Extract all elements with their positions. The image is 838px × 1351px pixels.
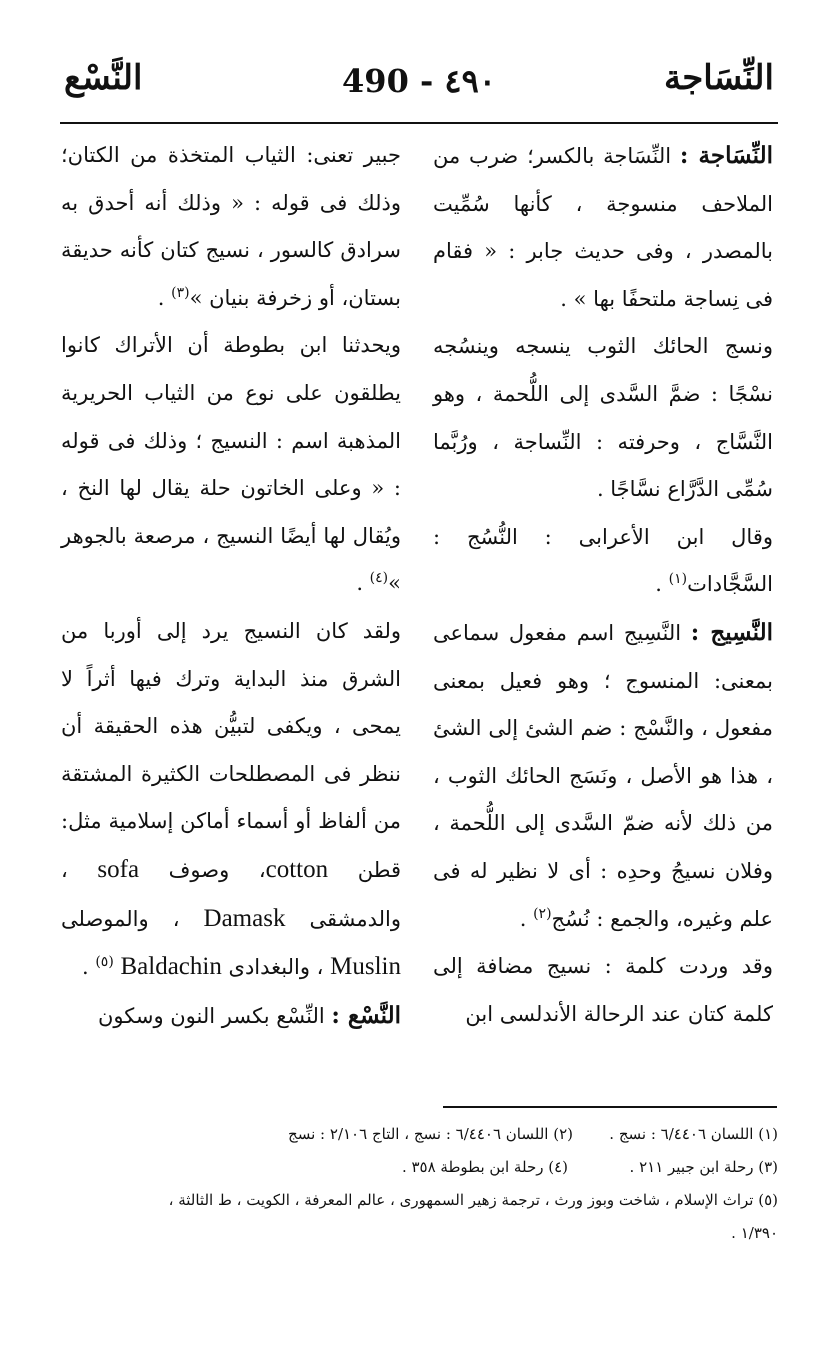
footnote-ref-4: (٤) (369, 570, 389, 587)
header-rule (60, 122, 778, 124)
footnote-row (60, 1151, 778, 1184)
running-title-left: النَّسْع (64, 58, 143, 98)
footnote-3: (٣) رحلة ابن جبير ٢١١ . (629, 1158, 778, 1176)
entry-headword: النَّسْع : (331, 1001, 401, 1029)
paragraph-text: النَّسِيج اسم مفعول سماعى بمعنى: المنسوج ؛ وهو فعيل بمعنى مفعول ، والنَّسْج : ضم الشئ إلى الشئ ، هذا هو الأصل ، ونَسَج الحائك الثوب ، من ذلك لأنه ضمّ السَّدى إلى اللُّحمة ، وفلان نسيجُ وحدِه : أى لا نظير له فى علم وغيره، والجمع : نُسُج (433, 620, 773, 931)
paragraph: وقال ابن الأعرابى : النُّسُج : السَّجَّادات$^{(١)}$ . (433, 524, 773, 597)
latin-term-damask: Damask (203, 904, 286, 932)
left-column (61, 132, 401, 1040)
paragraph (433, 323, 773, 513)
latin-term-baldachin: Baldachin (120, 953, 222, 981)
latin-term-cotton: cotton (265, 855, 329, 883)
footnote-row (60, 1184, 778, 1217)
footnote-5: (٥) تراث الإسلام ، شاخت وبوز ورث ، ترجمة زهير السمهورى ، عالم المعرفة ، الكويت ، ط الثالثة ، (168, 1191, 778, 1209)
footnote-row (60, 1118, 778, 1151)
footnote-row (60, 1217, 778, 1250)
entry-nis (61, 992, 401, 1041)
paragraph-text: وقد وردت كلمة : نسيج مضافة إلى كلمة كتان عند الرحالة الأندلسى ابن (433, 954, 773, 1026)
paragraph-text: النِّسَاجة بالكسر؛ ضرب من الملاحف منسوجة ، كأنها سُمِّيت بالمصدر ، وفى حديث جابر : « فقام فى نِساجة ملتحفًا بها » . (433, 144, 773, 311)
latin-term-muslin: Muslin (330, 953, 401, 981)
latin-term-sofa: sofa (97, 855, 140, 883)
paragraph-text: ويحدثنا ابن بطوطة أن الأتراك كانوا يطلقون على نوع من الثياب الحريرية المذهبة اسم : النسيج ؛ وذلك فى قوله : « وعلى الخاتون حلة يقال لها النخ ، ويُقال لها أيضًا النسيج ، مرصعة بالجوهر » (61, 333, 401, 596)
paragraph: ويحدثنا ابن بطوطة أن الأتراك كانوا يطلقون على نوع من الثياب الحريرية المذهبة اسم : النسيج ؛ وذلك فى قوله : « وعلى الخاتون حلة يقال لها النخ ، ويُقال لها أيضًا النسيج ، مرصعة بالجوهر »$^{(٤)}$ . (61, 333, 401, 596)
footnote-rule (443, 1106, 777, 1108)
footnote-ref-5: (٥) (95, 954, 114, 971)
footnote-ref-1: (١) (668, 571, 688, 588)
page-number-dash: - (419, 62, 434, 100)
entry-nasij: النَّسِيج : النَّسِيج اسم مفعول سماعى بمعنى: المنسوج ؛ وهو فعيل بمعنى مفعول ، والنَّسْج : ضم الشئ إلى الشئ ، هذا هو الأصل ، ونَسَج الحائك الثوب ، من ذلك لأنه ضمّ السَّدى إلى اللُّحمة ، وفلان نسيجُ وحدِه : أى لا نظير له فى علم وغيره، والجمع : نُسُج$^{(٢)}$ . (433, 618, 773, 931)
footnote-4: (٤) رحلة ابن بطوطة ٣٥٨ . (401, 1158, 568, 1176)
entry-nisaja (433, 132, 773, 323)
footnote-1: (١) اللسان ٦/٤٤٠٦ : نسج . (609, 1125, 778, 1143)
page-header (60, 48, 778, 108)
running-title-right: النِّسَاجة (663, 58, 774, 98)
paragraph: جبير تعنى: الثياب المتخذة من الكتان؛ وذلك فى قوله : « وذلك أنه أحدق به سرادق كالسور ، نسيج كتان كأنه حديقة بستان، أو زخرفة بنيان »$^{(٣)}$ . (61, 143, 401, 310)
footnote-ref-3: (٣) (171, 284, 190, 301)
entry-headword: النَّسِيج : (690, 618, 773, 646)
footnote-ref-2: (٢) (533, 905, 552, 922)
paragraph-text: وقال ابن الأعرابى : النُّسُج : السَّجَّادات (433, 524, 773, 597)
paragraph: ولقد كان النسيج يرد إلى أوربا من الشرق منذ البداية وترك فيها أثراً لا يمحى ، ويكفى لتبيُّن هذه الحقيقة أن ننظر فى المصطلحات الكثيرة المشتقة من ألفاظ أو أسماء أماكن إسلامية مثل: قطن cotton، وصوف sofa ، والدمشقى Damask ، والموصلى Muslin ، والبغدادى Baldachin $^{(٥)}$ . (61, 618, 402, 981)
footnote-5-cont: ١/٣٩٠ . (731, 1224, 778, 1242)
paragraph (433, 943, 773, 1038)
footnote-2: (٢) اللسان ٦/٤٤٠٦ : نسج ، التاج ٢/١٠٦ : نسج (288, 1125, 573, 1143)
paragraph-text: ونسج الحائك الثوب ينسجه وينسُجه نسْجًا : ضمَّ السَّدى إلى اللُّحمة ، وهو النَّسَّاج ، وحرفته : النِّساجة ، ورُبَّما سُمِّى الدَّرَّاع نسَّاجًا . (433, 334, 773, 502)
entry-headword: النِّسَاجة : (679, 142, 773, 169)
page-number-arabic: ٤٩٠ (444, 62, 496, 100)
page-number-latin: 490 (342, 62, 409, 100)
paragraph-text: جبير تعنى: الثياب المتخذة من الكتان؛ وذلك فى قوله : « وذلك أنه أحدق به سرادق كالسور ، نسيج كتان كأنه حديقة بستان، أو زخرفة بنيان » (61, 143, 401, 310)
footnotes (60, 1118, 778, 1250)
paragraph-text: النِّسْع بكسر النون وسكون (97, 1003, 325, 1028)
right-column (433, 132, 773, 1038)
